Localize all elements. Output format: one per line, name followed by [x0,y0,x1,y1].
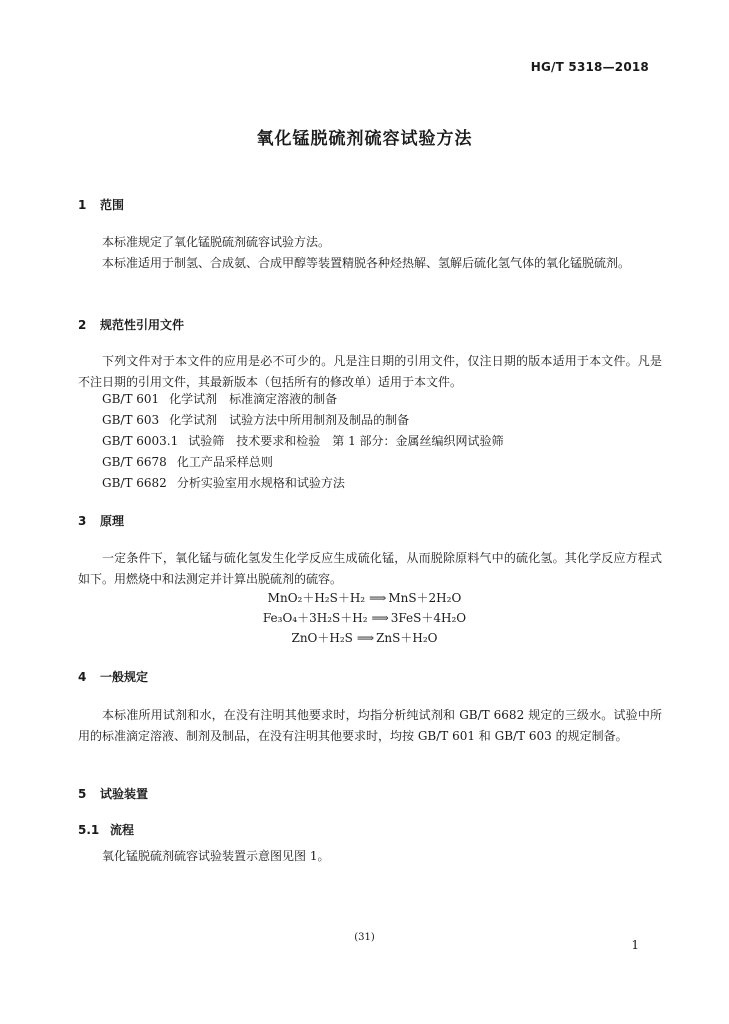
chemical-equation [0,608,729,628]
standard-number: HG/T 5318—2018 [530,60,649,74]
section-title: 规范性引用文件 [100,318,185,332]
reference-title: 化学试剂 标准滴定溶液的制备 [169,392,338,406]
reference-title: 分析实验室用水规格和试验方法 [176,476,345,490]
reference-item [102,452,273,473]
page-number: 1 [631,938,639,952]
equation-rhs: 3FeS＋4H₂O [390,611,467,625]
section-title: 流程 [110,823,135,837]
reference-code: GB/T 6682 [102,476,167,490]
footer-code: (31) [354,932,375,943]
reference-item [102,410,409,431]
section-3-paragraph-1: 一定条件下，氧化锰与硫化氢发生化学反应生成硫化锰，从而脱除原料气中的硫化氢。其化学反应方程式如下。用燃烧中和法测定并计算出脱硫剂的硫容。 [78,551,662,586]
section-2-paragraph-1: 下列文件对于本文件的应用是必不可少的。凡是注日期的引用文件，仅注日期的版本适用于本文件。凡是不注日期的引用文件，其最新版本（包括所有的修改单）适用于本文件。 [78,354,662,389]
section-title: 范围 [100,198,125,212]
reference-item [102,473,345,494]
section-number: 5 [78,787,87,801]
chemical-equation [0,628,729,648]
reference-item [102,431,504,452]
section-number: 4 [78,670,87,684]
equilibrium-arrow-icon: ⟹ [369,591,385,605]
section-4-paragraph-1: 本标准所用试剂和水，在没有注明其他要求时，均指分析纯试剂和 GB/T 6682 规定的三级水。试验中所用的标准滴定溶液、制剂及制品，在没有注明其他要求时，均按 GB/T 601 和 GB/T 603 的规定制备。 [78,708,662,743]
section-number: 1 [78,198,87,212]
document-title: 氧化锰脱硫剂硫容试验方法 [256,129,473,149]
equation-lhs: Fe₃O₄＋3H₂S＋H₂ [262,611,368,625]
reference-title: 化学试剂 试验方法中所用制剂及制品的制备 [169,413,410,427]
reference-title: 试验筛 技术要求和检验 第 1 部分：金属丝编织网试验筛 [188,434,504,448]
equation-lhs: ZnO＋H₂S [291,631,353,645]
section-3-heading [78,512,124,529]
section-title: 试验装置 [100,787,149,801]
reference-code: GB/T 603 [102,413,160,427]
equilibrium-arrow-icon: ⟹ [356,631,373,645]
section-2-heading [78,316,184,333]
reference-code: GB/T 601 [102,392,160,406]
reference-item [102,389,337,410]
reference-title: 化工产品采样总则 [176,455,273,469]
equation-rhs: MnS＋2H₂O [388,591,462,605]
reference-code: GB/T 6678 [102,455,167,469]
equilibrium-arrow-icon: ⟹ [371,611,387,625]
chemical-equation [0,588,729,608]
section-5-heading [78,785,148,802]
section-5-1-paragraph-1: 氧化锰脱硫剂硫容试验装置示意图见图 1。 [102,849,330,863]
section-number: 3 [78,514,87,528]
section-title: 一般规定 [100,670,149,684]
section-number: 2 [78,318,87,332]
section-number: 5.1 [78,823,100,837]
equation-lhs: MnO₂＋H₂S＋H₂ [267,591,366,605]
section-4-heading [78,668,148,685]
section-5-1-heading [78,821,134,838]
reference-code: GB/T 6003.1 [102,434,179,448]
equation-rhs: ZnS＋H₂O [376,631,438,645]
section-1-paragraph-1: 本标准规定了氧化锰脱硫剂硫容试验方法。 [102,235,331,249]
section-1-paragraph-2: 本标准适用于制氢、合成氨、合成甲醇等装置精脱各种烃热解、氢解后硫化氢气体的氧化锰脱硫剂。 [102,256,631,270]
section-1-heading [78,196,124,213]
section-title: 原理 [100,514,125,528]
